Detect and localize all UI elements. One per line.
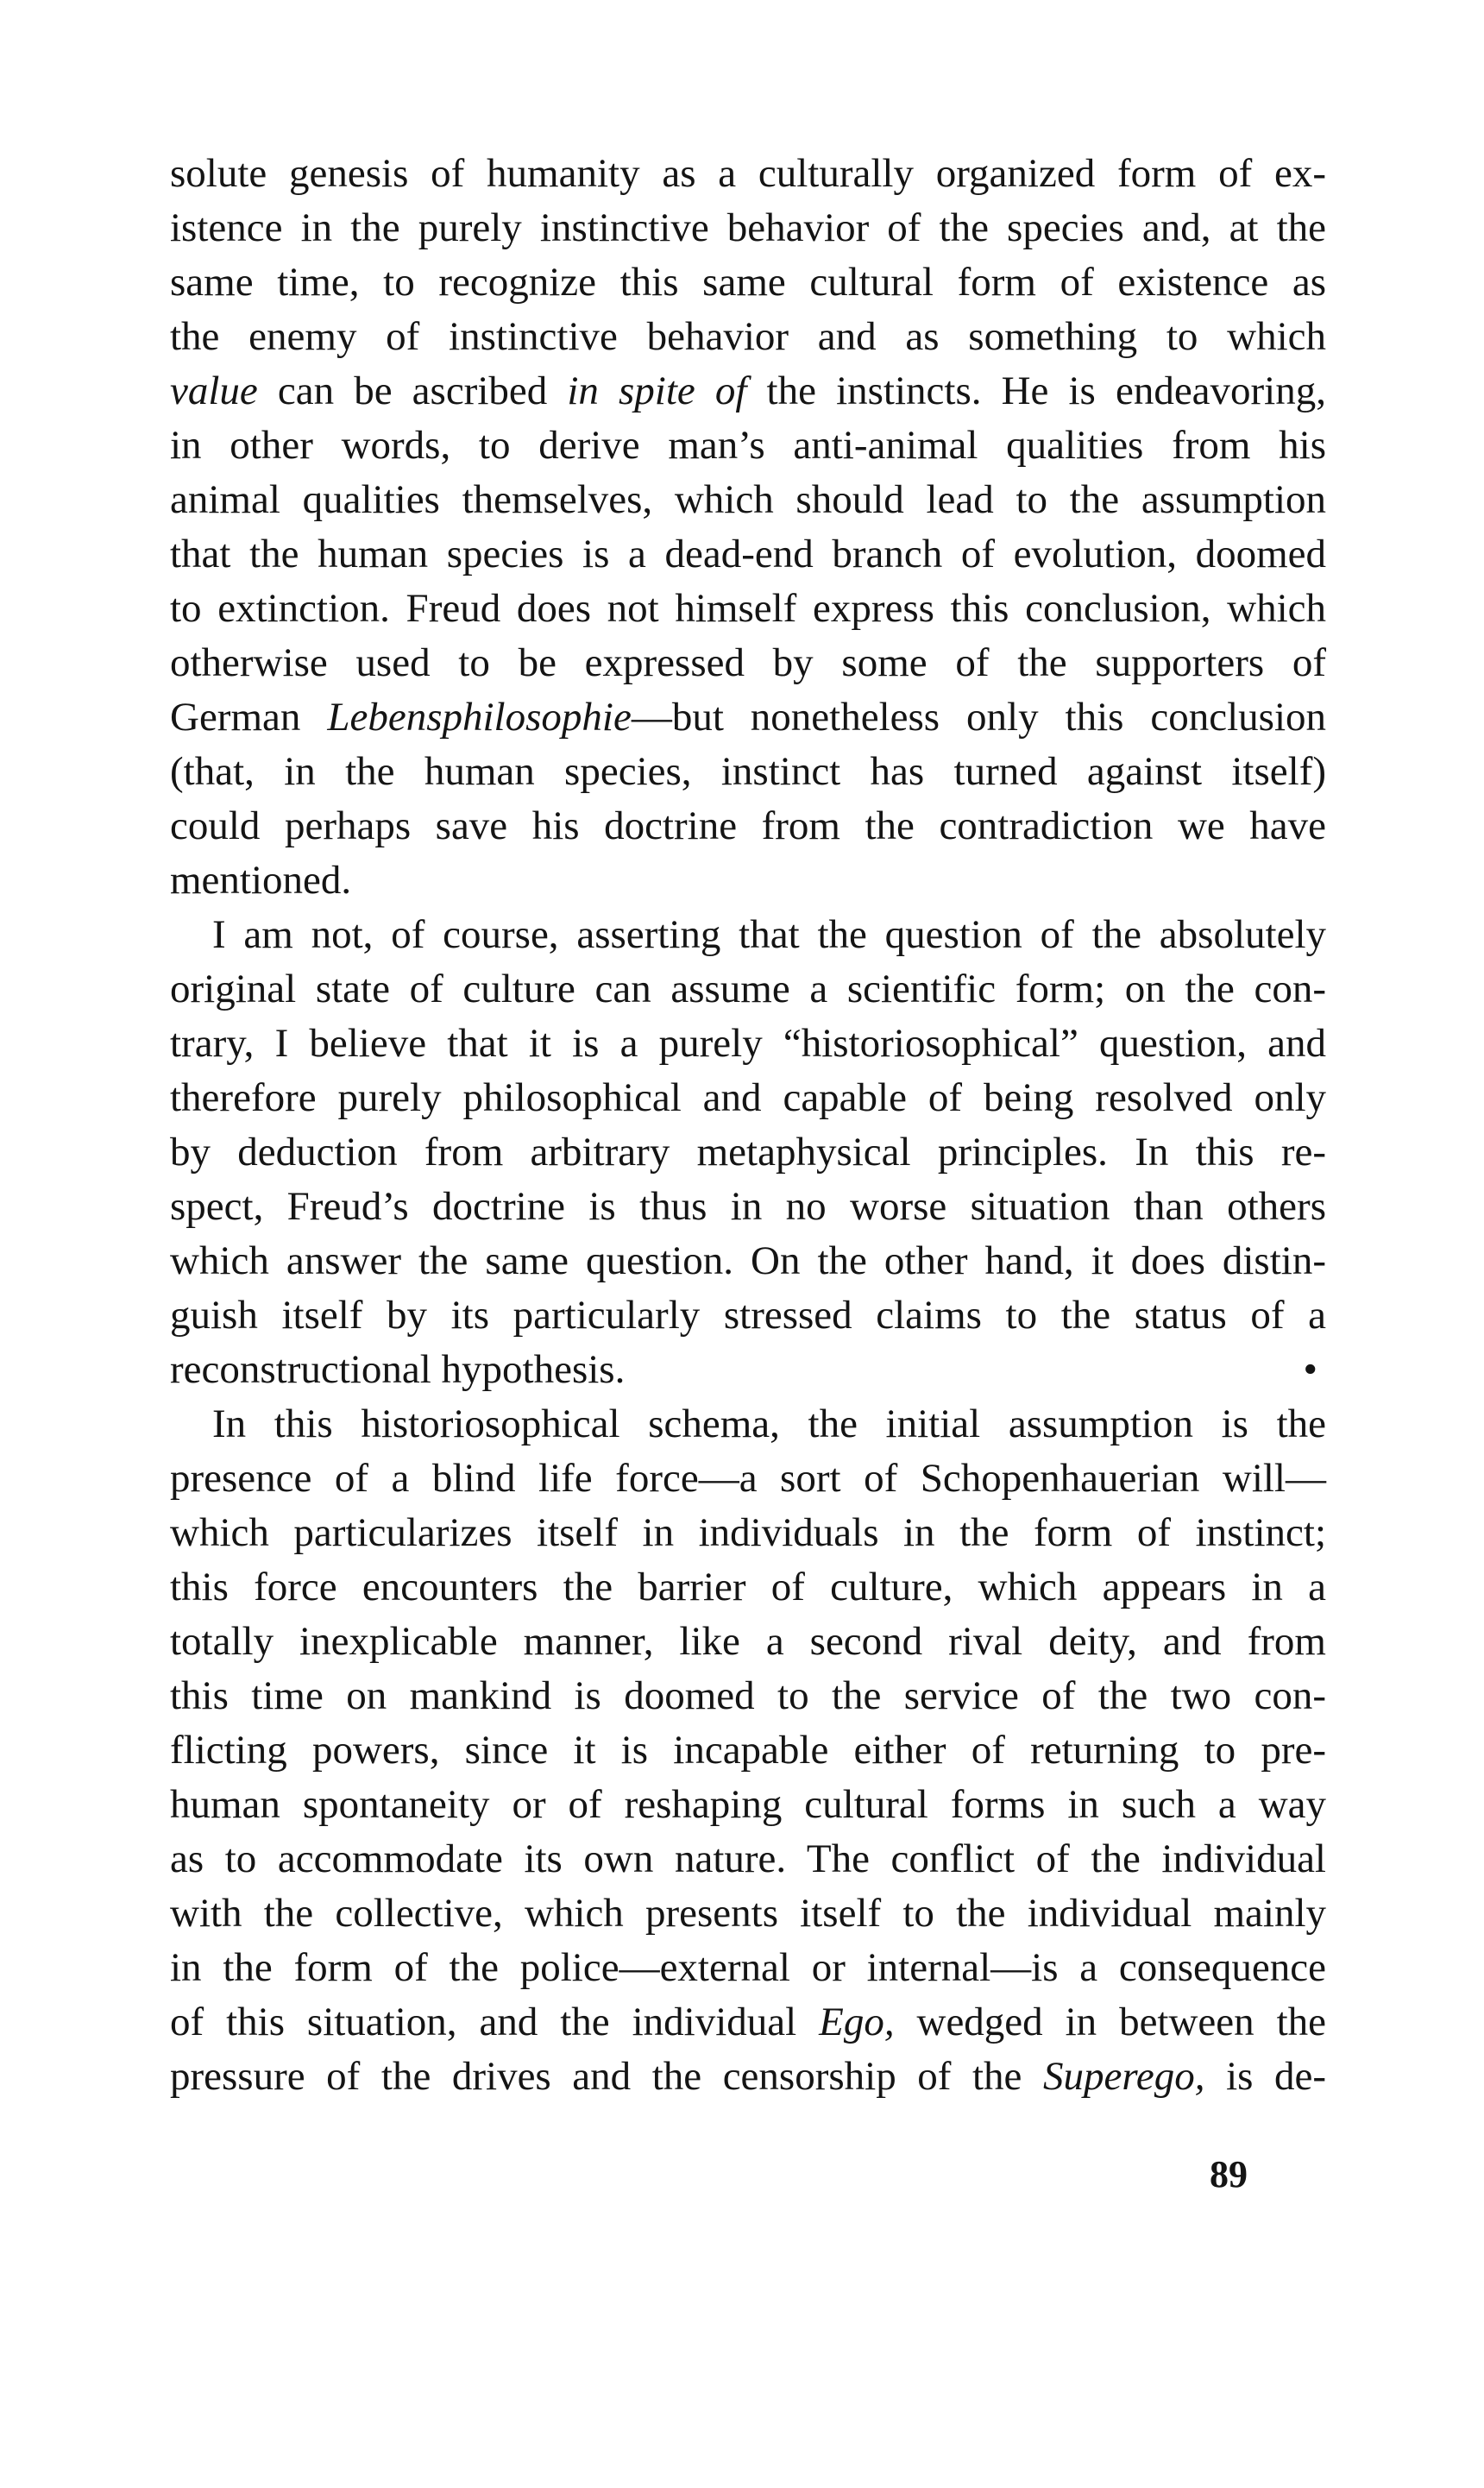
text-line: istence in the purely instinctive behavior of the species and, at the [170,205,1326,250]
text-line: with the collective, which presents itself to the individual mainly [170,1891,1326,1936]
italic-term: Lebensphilosophie [327,695,632,740]
text-line: that the human species is a dead-end branch of evolution, doomed [170,532,1326,576]
text-line: in the form of the police—external or internal—is a consequence [170,1945,1326,1990]
text-line: therefore purely philosophical and capable of being resolved only [170,1075,1326,1120]
text-line: the enemy of instinctive behavior and as something to which [170,314,1326,359]
text-line: could perhaps save his doctrine from the contradiction we have [170,803,1326,848]
paragraph-end-line: reconstructional hypothesis. • [170,1343,1326,1397]
italic-term: Ego, [819,2000,895,2044]
text-line: otherwise used to be expressed by some of the supporters of [170,640,1326,685]
text-line: pressure of the drives and the censorship of the Superego, is de- [170,2054,1326,2099]
text-line: animal qualities themselves, which should lead to the assumption [170,477,1326,522]
stray-dot-mark: • [1303,1347,1317,1392]
italic-term: value [170,368,258,413]
text-line: this force encounters the barrier of culture, which appears in a [170,1565,1326,1609]
text-line: to extinction. Freud does not himself express this conclusion, which [170,586,1326,631]
italic-phrase: in spite of [567,368,747,413]
body-text [170,147,1326,2104]
text-line: which particularizes itself in individuals in the form of instinct; [170,1510,1326,1555]
page-number: 89 [1210,2153,1248,2195]
paragraph-start-line: In this historiosophical schema, the initial assumption is the [212,1401,1326,1446]
text-line: (that, in the human species, instinct has turned against itself) [170,749,1326,794]
text-line: as to accommodate its own nature. The conflict of the individual [170,1836,1326,1881]
text-line: original state of culture can assume a scientific form; on the con- [170,967,1326,1011]
text-line: guish itself by its particularly stressed claims to the status of a [170,1293,1326,1338]
text-line: presence of a blind life force—a sort of Schopenhauerian will— [170,1456,1326,1501]
text-line: German Lebensphilosophie—but nonetheless only this conclusion [170,695,1327,740]
text-line: value can be ascribed in spite of the instincts. He is endeavoring, [170,368,1326,413]
text-line: in other words, to derive man’s anti-animal qualities from his [170,423,1326,468]
italic-term: Superego, [1042,2054,1205,2099]
paragraph-start-line: I am not, of course, asserting that the question of the absolutely [212,912,1326,957]
text-line: of this situation, and the individual Ego, wedged in between the [170,2000,1326,2044]
text-line: spect, Freud’s doctrine is thus in no worse situation than others [170,1184,1326,1229]
text-line: by deduction from arbitrary metaphysical principles. In this re- [170,1130,1326,1175]
paragraph-end-line: mentioned. [170,858,352,903]
text-line: solute genesis of humanity as a culturally organized form of ex- [170,151,1326,196]
text-line: trary, I believe that it is a purely “historiosophical” question, and [170,1021,1326,1066]
text-line: this time on mankind is doomed to the service of the two con- [170,1673,1326,1718]
text-line: same time, to recognize this same cultural form of existence as [170,260,1326,305]
text-line: human spontaneity or of reshaping cultural forms in such a way [170,1782,1326,1827]
text-line: totally inexplicable manner, like a second rival deity, and from [170,1619,1326,1664]
text-line: which answer the same question. On the other hand, it does distin- [170,1238,1326,1283]
text-line: flicting powers, since it is incapable either of returning to pre- [170,1728,1326,1773]
